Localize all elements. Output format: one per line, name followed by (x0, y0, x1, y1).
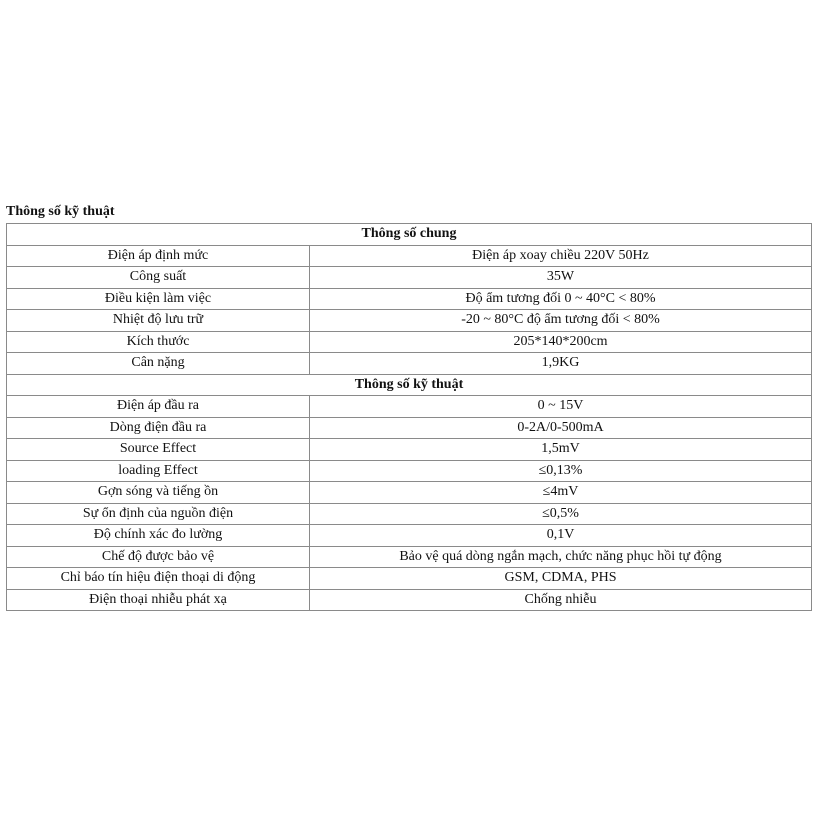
section-heading-general: Thông số chung (7, 224, 812, 246)
spec-label: Kích thước (7, 331, 310, 353)
spec-value: ≤0,5% (310, 503, 812, 525)
spec-value: Độ ẩm tương đối 0 ~ 40°C < 80% (310, 288, 812, 310)
spec-label: Chỉ báo tín hiệu điện thoại di động (7, 568, 310, 590)
spec-value: ≤0,13% (310, 460, 812, 482)
spec-value: 1,9KG (310, 353, 812, 375)
table-row (7, 267, 812, 289)
table-row (7, 288, 812, 310)
table-row (7, 396, 812, 418)
spec-label: Điện áp đầu ra (7, 396, 310, 418)
spec-value: 0,1V (310, 525, 812, 547)
section-header-row (7, 224, 812, 246)
spec-label: Sự ổn định của nguồn điện (7, 503, 310, 525)
spec-value: Điện áp xoay chiều 220V 50Hz (310, 245, 812, 267)
spec-value: Chống nhiễu (310, 589, 812, 611)
table-row (7, 245, 812, 267)
spec-value: 205*140*200cm (310, 331, 812, 353)
spec-value: 0-2A/0-500mA (310, 417, 812, 439)
spec-label: Source Effect (7, 439, 310, 461)
spec-value: Bảo vệ quá dòng ngắn mạch, chức năng phục hồi tự động (310, 546, 812, 568)
section-heading-technical: Thông số kỹ thuật (7, 374, 812, 396)
table-row (7, 353, 812, 375)
spec-value: -20 ~ 80°C độ ẩm tương đối < 80% (310, 310, 812, 332)
table-row (7, 568, 812, 590)
spec-label: Dòng điện đầu ra (7, 417, 310, 439)
table-row (7, 310, 812, 332)
spec-label: Nhiệt độ lưu trữ (7, 310, 310, 332)
spec-label: Điện thoại nhiễu phát xạ (7, 589, 310, 611)
spec-value: 35W (310, 267, 812, 289)
spec-value: 0 ~ 15V (310, 396, 812, 418)
spec-label: Độ chính xác đo lường (7, 525, 310, 547)
spec-table (6, 223, 812, 611)
page-title: Thông số kỹ thuật (6, 204, 115, 219)
table-row (7, 417, 812, 439)
table-row (7, 331, 812, 353)
spec-label: Điện áp định mức (7, 245, 310, 267)
spec-label: Điều kiện làm việc (7, 288, 310, 310)
spec-label: Công suất (7, 267, 310, 289)
spec-value: ≤4mV (310, 482, 812, 504)
spec-value: GSM, CDMA, PHS (310, 568, 812, 590)
table-row (7, 503, 812, 525)
table-row (7, 525, 812, 547)
spec-label: Cân nặng (7, 353, 310, 375)
spec-label: Gợn sóng và tiếng ồn (7, 482, 310, 504)
spec-label: loading Effect (7, 460, 310, 482)
table-row (7, 589, 812, 611)
section-header-row (7, 374, 812, 396)
spec-label: Chế độ được bảo vệ (7, 546, 310, 568)
table-row (7, 460, 812, 482)
spec-value: 1,5mV (310, 439, 812, 461)
table-row (7, 482, 812, 504)
table-row (7, 546, 812, 568)
table-row (7, 439, 812, 461)
